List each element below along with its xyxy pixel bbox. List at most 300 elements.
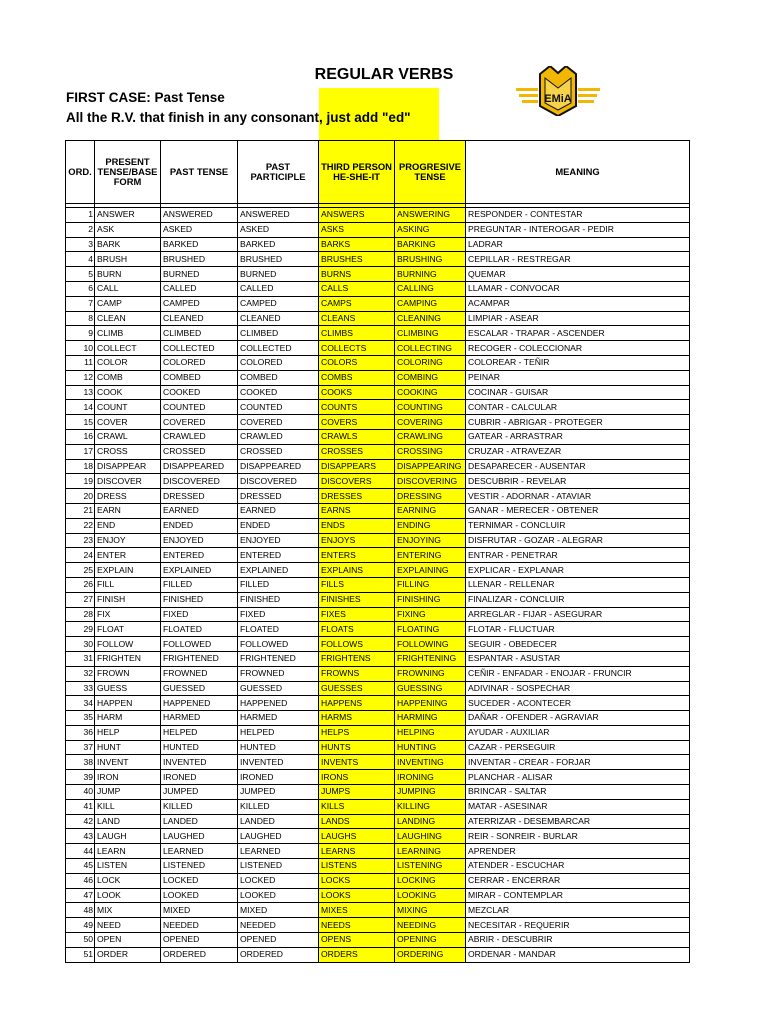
progressive-cell: LOCKING <box>395 873 466 888</box>
progressive-cell: LOOKING <box>395 888 466 903</box>
page-title: REGULAR VERBS <box>314 66 454 83</box>
ord-cell: 4 <box>66 252 95 267</box>
third-person-cell: FLOATS <box>319 622 395 637</box>
table-row <box>66 533 690 548</box>
base-form-cell: KILL <box>95 799 161 814</box>
base-form-cell: FRIGHTEN <box>95 651 161 666</box>
past-tense-cell: CAMPED <box>161 296 238 311</box>
past-participle-cell: ENDED <box>238 518 319 533</box>
progressive-cell: OPENING <box>395 933 466 948</box>
progressive-cell: ENJOYING <box>395 533 466 548</box>
base-form-cell: FIX <box>95 607 161 622</box>
ord-cell: 35 <box>66 711 95 726</box>
past-tense-cell: COOKED <box>161 385 238 400</box>
meaning-cell: LLAMAR - CONVOCAR <box>466 281 690 296</box>
past-participle-cell: FILLED <box>238 577 319 592</box>
ord-cell: 12 <box>66 370 95 385</box>
table-row <box>66 725 690 740</box>
third-person-cell: COOKS <box>319 385 395 400</box>
table-row <box>66 474 690 489</box>
meaning-cell: DESAPARECER - AUSENTAR <box>466 459 690 474</box>
past-tense-cell: DISCOVERED <box>161 474 238 489</box>
ord-cell: 20 <box>66 489 95 504</box>
ord-cell: 16 <box>66 429 95 444</box>
table-row <box>66 577 690 592</box>
table-row <box>66 666 690 681</box>
progressive-cell: LANDING <box>395 814 466 829</box>
progressive-cell: ASKING <box>395 222 466 237</box>
col-header-progressive: PROGRESIVE TENSE <box>395 141 466 204</box>
third-person-cell: BRUSHES <box>319 252 395 267</box>
ord-cell: 32 <box>66 666 95 681</box>
meaning-cell: DESCUBRIR - REVELAR <box>466 474 690 489</box>
third-person-cell: OPENS <box>319 933 395 948</box>
table-row <box>66 947 690 962</box>
progressive-cell: CRAWLING <box>395 429 466 444</box>
meaning-cell: BRINCAR - SALTAR <box>466 785 690 800</box>
table-row <box>66 563 690 578</box>
table-row <box>66 829 690 844</box>
base-form-cell: COMB <box>95 370 161 385</box>
past-tense-cell: LOCKED <box>161 873 238 888</box>
meaning-cell: ABRIR - DESCUBRIR <box>466 933 690 948</box>
ord-cell: 15 <box>66 415 95 430</box>
past-tense-cell: JUMPED <box>161 785 238 800</box>
past-participle-cell: DISAPPEARED <box>238 459 319 474</box>
table-row <box>66 444 690 459</box>
table-row <box>66 918 690 933</box>
past-participle-cell: HUNTED <box>238 740 319 755</box>
base-form-cell: FLOAT <box>95 622 161 637</box>
ord-cell: 40 <box>66 785 95 800</box>
progressive-cell: COLLECTING <box>395 341 466 356</box>
past-tense-cell: KILLED <box>161 799 238 814</box>
ord-cell: 38 <box>66 755 95 770</box>
ord-cell: 23 <box>66 533 95 548</box>
third-person-cell: CROSSES <box>319 444 395 459</box>
past-participle-cell: IRONED <box>238 770 319 785</box>
past-participle-cell: HELPED <box>238 725 319 740</box>
base-form-cell: CLIMB <box>95 326 161 341</box>
third-person-cell: JUMPS <box>319 785 395 800</box>
progressive-cell: COOKING <box>395 385 466 400</box>
past-tense-cell: FRIGHTENED <box>161 651 238 666</box>
past-participle-cell: JUMPED <box>238 785 319 800</box>
progressive-cell: HAPPENING <box>395 696 466 711</box>
table-row <box>66 326 690 341</box>
table-row <box>66 651 690 666</box>
past-tense-cell: ENTERED <box>161 548 238 563</box>
ord-cell: 21 <box>66 503 95 518</box>
progressive-cell: LAUGHING <box>395 829 466 844</box>
progressive-cell: JUMPING <box>395 785 466 800</box>
meaning-cell: CAZAR - PERSEGUIR <box>466 740 690 755</box>
past-tense-cell: DRESSED <box>161 489 238 504</box>
progressive-cell: COMBING <box>395 370 466 385</box>
past-participle-cell: CLIMBED <box>238 326 319 341</box>
table-row <box>66 518 690 533</box>
third-person-cell: FIXES <box>319 607 395 622</box>
ord-cell: 11 <box>66 355 95 370</box>
meaning-cell: CEPILLAR - RESTREGAR <box>466 252 690 267</box>
col-header-participle: PAST PARTICIPLE <box>238 141 319 204</box>
ord-cell: 49 <box>66 918 95 933</box>
base-form-cell: ANSWER <box>95 208 161 223</box>
past-participle-cell: CAMPED <box>238 296 319 311</box>
base-form-cell: ENTER <box>95 548 161 563</box>
third-person-cell: KILLS <box>319 799 395 814</box>
third-person-cell: HELPS <box>319 725 395 740</box>
past-participle-cell: EARNED <box>238 503 319 518</box>
third-person-cell: ENJOYS <box>319 533 395 548</box>
third-person-cell: CRAWLS <box>319 429 395 444</box>
meaning-cell: TERNIMAR - CONCLUIR <box>466 518 690 533</box>
meaning-cell: COCINAR - GUISAR <box>466 385 690 400</box>
past-tense-cell: DISAPPEARED <box>161 459 238 474</box>
past-participle-cell: ORDERED <box>238 947 319 962</box>
meaning-cell: SUCEDER - ACONTECER <box>466 696 690 711</box>
col-header-past: PAST TENSE <box>161 141 238 204</box>
past-participle-cell: BARKED <box>238 237 319 252</box>
table-row <box>66 370 690 385</box>
base-form-cell: NEED <box>95 918 161 933</box>
meaning-cell: ADIVINAR - SOSPECHAR <box>466 681 690 696</box>
ord-cell: 48 <box>66 903 95 918</box>
past-participle-cell: LANDED <box>238 814 319 829</box>
past-tense-cell: HARMED <box>161 711 238 726</box>
col-header-third-person: THIRD PERSON HE-SHE-IT <box>319 141 395 204</box>
past-participle-cell: LOCKED <box>238 873 319 888</box>
ord-cell: 37 <box>66 740 95 755</box>
third-person-cell: DISAPPEARS <box>319 459 395 474</box>
progressive-cell: FROWNING <box>395 666 466 681</box>
past-tense-cell: CROSSED <box>161 444 238 459</box>
col-header-present: PRESENT TENSE/BASE FORM <box>95 141 161 204</box>
progressive-cell: INVENTING <box>395 755 466 770</box>
past-tense-cell: LEARNED <box>161 844 238 859</box>
past-tense-cell: LISTENED <box>161 859 238 874</box>
base-form-cell: DISAPPEAR <box>95 459 161 474</box>
table-row <box>66 696 690 711</box>
base-form-cell: LAND <box>95 814 161 829</box>
past-tense-cell: COMBED <box>161 370 238 385</box>
ord-cell: 6 <box>66 281 95 296</box>
past-tense-cell: ANSWERED <box>161 208 238 223</box>
ord-cell: 41 <box>66 799 95 814</box>
meaning-cell: FINALIZAR - CONCLUIR <box>466 592 690 607</box>
ord-cell: 31 <box>66 651 95 666</box>
base-form-cell: CROSS <box>95 444 161 459</box>
table-row <box>66 237 690 252</box>
base-form-cell: FOLLOW <box>95 637 161 652</box>
meaning-cell: LADRAR <box>466 237 690 252</box>
base-form-cell: IRON <box>95 770 161 785</box>
base-form-cell: COOK <box>95 385 161 400</box>
base-form-cell: FILL <box>95 577 161 592</box>
meaning-cell: ESCALAR - TRAPAR - ASCENDER <box>466 326 690 341</box>
col-header-ord: ORD. <box>66 141 95 204</box>
third-person-cell: EXPLAINS <box>319 563 395 578</box>
progressive-cell: CAMPING <box>395 296 466 311</box>
meaning-cell: ENTRAR - PENETRAR <box>466 548 690 563</box>
past-participle-cell: COVERED <box>238 415 319 430</box>
base-form-cell: COLLECT <box>95 341 161 356</box>
meaning-cell: REIR - SONREIR - BURLAR <box>466 829 690 844</box>
ord-cell: 28 <box>66 607 95 622</box>
past-tense-cell: COLORED <box>161 355 238 370</box>
table-row <box>66 489 690 504</box>
third-person-cell: NEEDS <box>319 918 395 933</box>
past-participle-cell: MIXED <box>238 903 319 918</box>
table-row <box>66 208 690 223</box>
base-form-cell: HUNT <box>95 740 161 755</box>
meaning-cell: DISFRUTAR - GOZAR - ALEGRAR <box>466 533 690 548</box>
progressive-cell: CLEANING <box>395 311 466 326</box>
past-participle-cell: LEARNED <box>238 844 319 859</box>
progressive-cell: EXPLAINING <box>395 563 466 578</box>
past-participle-cell: FIXED <box>238 607 319 622</box>
past-tense-cell: COVERED <box>161 415 238 430</box>
third-person-cell: BURNS <box>319 267 395 282</box>
past-tense-cell: BARKED <box>161 237 238 252</box>
progressive-cell: ANSWERING <box>395 208 466 223</box>
base-form-cell: COVER <box>95 415 161 430</box>
table-row <box>66 933 690 948</box>
meaning-cell: CUBRIR - ABRIGAR - PROTEGER <box>466 415 690 430</box>
meaning-cell: PREGUNTAR - INTEROGAR - PEDIR <box>466 222 690 237</box>
past-participle-cell: OPENED <box>238 933 319 948</box>
progressive-cell: ENDING <box>395 518 466 533</box>
third-person-cell: LISTENS <box>319 859 395 874</box>
base-form-cell: ORDER <box>95 947 161 962</box>
third-person-cell: FRIGHTENS <box>319 651 395 666</box>
ord-cell: 10 <box>66 341 95 356</box>
base-form-cell: EXPLAIN <box>95 563 161 578</box>
past-tense-cell: INVENTED <box>161 755 238 770</box>
progressive-cell: MIXING <box>395 903 466 918</box>
table-row <box>66 355 690 370</box>
third-person-cell: ENDS <box>319 518 395 533</box>
meaning-cell: GANAR - MERECER - OBTENER <box>466 503 690 518</box>
table-row <box>66 385 690 400</box>
progressive-cell: LISTENING <box>395 859 466 874</box>
past-tense-cell: GUESSED <box>161 681 238 696</box>
base-form-cell: CAMP <box>95 296 161 311</box>
table-row <box>66 459 690 474</box>
base-form-cell: CALL <box>95 281 161 296</box>
table-row <box>66 888 690 903</box>
meaning-cell: GATEAR - ARRASTRAR <box>466 429 690 444</box>
base-form-cell: ASK <box>95 222 161 237</box>
third-person-cell: FILLS <box>319 577 395 592</box>
table-row <box>66 222 690 237</box>
past-participle-cell: CLEANED <box>238 311 319 326</box>
ord-cell: 27 <box>66 592 95 607</box>
past-participle-cell: BURNED <box>238 267 319 282</box>
ord-cell: 22 <box>66 518 95 533</box>
base-form-cell: DRESS <box>95 489 161 504</box>
table-row <box>66 770 690 785</box>
ord-cell: 8 <box>66 311 95 326</box>
past-participle-cell: COMBED <box>238 370 319 385</box>
meaning-cell: ORDENAR - MANDAR <box>466 947 690 962</box>
past-tense-cell: MIXED <box>161 903 238 918</box>
meaning-cell: CRUZAR - ATRAVEZAR <box>466 444 690 459</box>
past-tense-cell: LAUGHED <box>161 829 238 844</box>
meaning-cell: COLOREAR - TEÑIR <box>466 355 690 370</box>
meaning-cell: VESTIR - ADORNAR - ATAVIAR <box>466 489 690 504</box>
progressive-cell: ORDERING <box>395 947 466 962</box>
progressive-cell: FRIGHTENING <box>395 651 466 666</box>
third-person-cell: LOCKS <box>319 873 395 888</box>
past-tense-cell: EXPLAINED <box>161 563 238 578</box>
table-row <box>66 429 690 444</box>
ord-cell: 29 <box>66 622 95 637</box>
past-tense-cell: FLOATED <box>161 622 238 637</box>
ord-cell: 51 <box>66 947 95 962</box>
progressive-cell: COLORING <box>395 355 466 370</box>
ord-cell: 44 <box>66 844 95 859</box>
third-person-cell: HARMS <box>319 711 395 726</box>
base-form-cell: LISTEN <box>95 859 161 874</box>
table-row <box>66 400 690 415</box>
base-form-cell: BARK <box>95 237 161 252</box>
third-person-cell: HAPPENS <box>319 696 395 711</box>
base-form-cell: COUNT <box>95 400 161 415</box>
meaning-cell: CONTAR - CALCULAR <box>466 400 690 415</box>
base-form-cell: LAUGH <box>95 829 161 844</box>
past-tense-cell: HUNTED <box>161 740 238 755</box>
ord-cell: 43 <box>66 829 95 844</box>
meaning-cell: INVENTAR - CREAR - FORJAR <box>466 755 690 770</box>
meaning-cell: LIMPIAR - ASEAR <box>466 311 690 326</box>
emia-logo <box>516 66 600 116</box>
base-form-cell: FINISH <box>95 592 161 607</box>
past-participle-cell: GUESSED <box>238 681 319 696</box>
third-person-cell: GUESSES <box>319 681 395 696</box>
progressive-cell: IRONING <box>395 770 466 785</box>
third-person-cell: FROWNS <box>319 666 395 681</box>
base-form-cell: LOOK <box>95 888 161 903</box>
table-row <box>66 592 690 607</box>
past-participle-cell: CRAWLED <box>238 429 319 444</box>
past-participle-cell: COLORED <box>238 355 319 370</box>
base-form-cell: INVENT <box>95 755 161 770</box>
progressive-cell: LEARNING <box>395 844 466 859</box>
ord-cell: 1 <box>66 208 95 223</box>
past-participle-cell: FOLLOWED <box>238 637 319 652</box>
table-row <box>66 785 690 800</box>
meaning-cell: ATERRIZAR - DESEMBARCAR <box>466 814 690 829</box>
past-participle-cell: EXPLAINED <box>238 563 319 578</box>
progressive-cell: COVERING <box>395 415 466 430</box>
past-participle-cell: DISCOVERED <box>238 474 319 489</box>
meaning-cell: ATENDER - ESCUCHAR <box>466 859 690 874</box>
subtitle-rule: All the R.V. that finish in any consonant, just add "ed" <box>66 110 411 125</box>
progressive-cell: GUESSING <box>395 681 466 696</box>
third-person-cell: COLLECTS <box>319 341 395 356</box>
progressive-cell: CALLING <box>395 281 466 296</box>
meaning-cell: NECESITAR - REQUERIR <box>466 918 690 933</box>
table-row <box>66 296 690 311</box>
past-tense-cell: IRONED <box>161 770 238 785</box>
base-form-cell: FROWN <box>95 666 161 681</box>
progressive-cell: BURNING <box>395 267 466 282</box>
progressive-cell: FIXING <box>395 607 466 622</box>
past-tense-cell: CLIMBED <box>161 326 238 341</box>
meaning-cell: CEÑIR - ENFADAR - ENOJAR - FRUNCIR <box>466 666 690 681</box>
past-tense-cell: FILLED <box>161 577 238 592</box>
progressive-cell: HARMING <box>395 711 466 726</box>
past-participle-cell: COUNTED <box>238 400 319 415</box>
ord-cell: 34 <box>66 696 95 711</box>
third-person-cell: BARKS <box>319 237 395 252</box>
ord-cell: 24 <box>66 548 95 563</box>
past-participle-cell: HARMED <box>238 711 319 726</box>
base-form-cell: LOCK <box>95 873 161 888</box>
ord-cell: 13 <box>66 385 95 400</box>
past-tense-cell: COUNTED <box>161 400 238 415</box>
base-form-cell: HAPPEN <box>95 696 161 711</box>
past-tense-cell: CALLED <box>161 281 238 296</box>
progressive-cell: CLIMBING <box>395 326 466 341</box>
table-row <box>66 267 690 282</box>
third-person-cell: LAUGHS <box>319 829 395 844</box>
third-person-cell: FINISHES <box>319 592 395 607</box>
third-person-cell: HUNTS <box>319 740 395 755</box>
base-form-cell: BRUSH <box>95 252 161 267</box>
ord-cell: 39 <box>66 770 95 785</box>
meaning-cell: MATAR - ASESINAR <box>466 799 690 814</box>
progressive-cell: NEEDING <box>395 918 466 933</box>
past-tense-cell: COLLECTED <box>161 341 238 356</box>
past-tense-cell: ORDERED <box>161 947 238 962</box>
base-form-cell: BURN <box>95 267 161 282</box>
table-row <box>66 415 690 430</box>
meaning-cell: APRENDER <box>466 844 690 859</box>
past-tense-cell: BRUSHED <box>161 252 238 267</box>
third-person-cell: CALLS <box>319 281 395 296</box>
table-row <box>66 548 690 563</box>
table-row <box>66 859 690 874</box>
progressive-cell: HELPING <box>395 725 466 740</box>
progressive-cell: HUNTING <box>395 740 466 755</box>
meaning-cell: CERRAR - ENCERRAR <box>466 873 690 888</box>
third-person-cell: ASKS <box>319 222 395 237</box>
ord-cell: 30 <box>66 637 95 652</box>
third-person-cell: COUNTS <box>319 400 395 415</box>
base-form-cell: CLEAN <box>95 311 161 326</box>
meaning-cell: AYUDAR - AUXILIAR <box>466 725 690 740</box>
ord-cell: 14 <box>66 400 95 415</box>
ord-cell: 42 <box>66 814 95 829</box>
verbs-table <box>65 140 690 963</box>
table-row <box>66 681 690 696</box>
past-tense-cell: FOLLOWED <box>161 637 238 652</box>
past-participle-cell: KILLED <box>238 799 319 814</box>
past-tense-cell: LOOKED <box>161 888 238 903</box>
logo-text: EMiA <box>544 93 572 105</box>
meaning-cell: DAÑAR - OFENDER - AGRAVIAR <box>466 711 690 726</box>
table-row <box>66 755 690 770</box>
progressive-cell: BRUSHING <box>395 252 466 267</box>
past-participle-cell: FINISHED <box>238 592 319 607</box>
progressive-cell: DISAPPEARING <box>395 459 466 474</box>
past-participle-cell: FLOATED <box>238 622 319 637</box>
table-row <box>66 341 690 356</box>
third-person-cell: LEARNS <box>319 844 395 859</box>
third-person-cell: CAMPS <box>319 296 395 311</box>
